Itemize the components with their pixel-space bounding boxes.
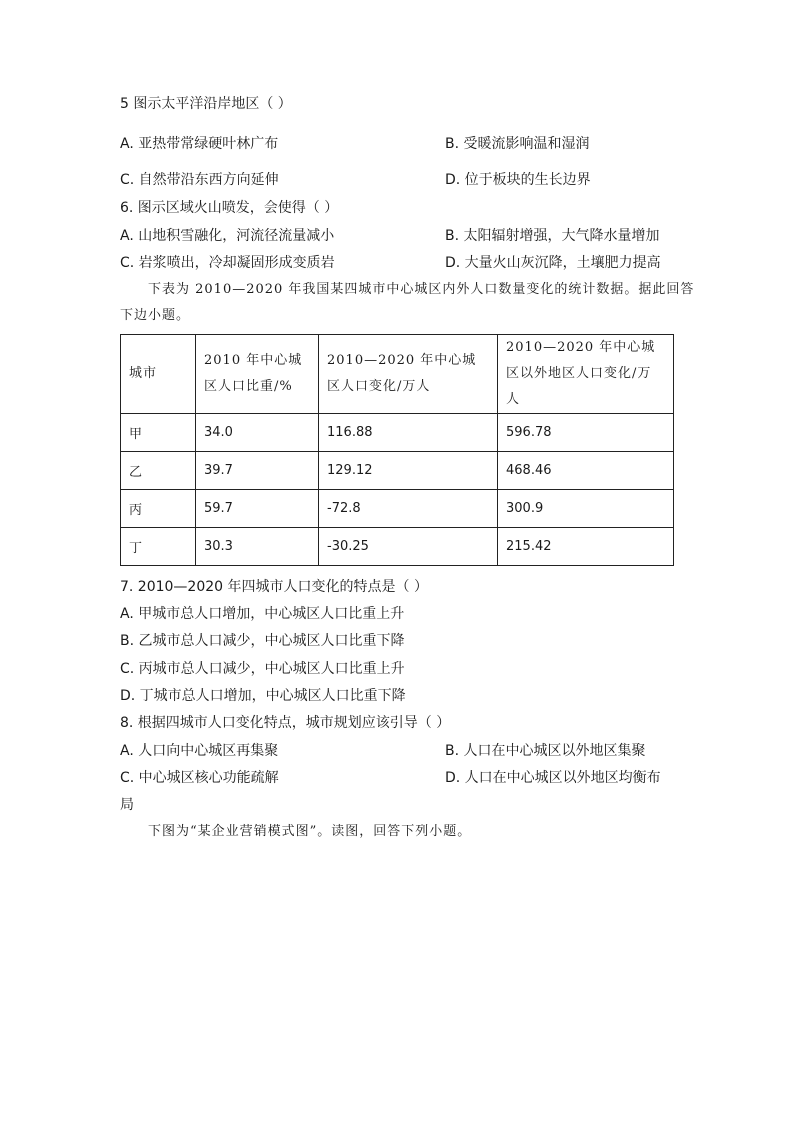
question-7-option-d: D. 丁城市总人口增加，中心城区人口比重下降 — [120, 688, 406, 704]
question-8-option-d: D. 人口在中心城区以外地区均衡布 — [445, 770, 661, 786]
table-cell-outer-change: 215.42 — [498, 528, 674, 566]
table-cell-outer-change: 468.46 — [498, 452, 674, 490]
table-cell-center-change: 116.88 — [319, 414, 498, 452]
question-8-option-a: A. 人口向中心城区再集聚 — [120, 743, 279, 759]
question-5-stem: 5 图示太平洋沿岸地区（ ） — [120, 96, 292, 112]
table-cell-center-change: -30.25 — [319, 528, 498, 566]
question-8-stem: 8. 根据四城市人口变化特点，城市规划应该引导（ ） — [120, 715, 451, 731]
table-cell-city: 甲 — [121, 414, 196, 452]
table-intro-line1: 下表为 2010—2020 年我国某四城市中心城区内外人口数量变化的统计数据。据此回答 — [148, 282, 695, 297]
question-5-option-d: D. 位于板块的生长边界 — [445, 172, 591, 188]
question-8-option-c: C. 中心城区核心功能疏解 — [120, 770, 279, 786]
question-6-option-b: B. 太阳辐射增强，大气降水量增加 — [445, 228, 660, 244]
table-header-outer-change: 2010—2020 年中心城区以外地区人口变化/万人 — [498, 335, 674, 414]
table-cell-city: 乙 — [121, 452, 196, 490]
table-row — [121, 528, 674, 566]
table-header-row — [121, 335, 674, 414]
question-7-option-b: B. 乙城市总人口减少，中心城区人口比重下降 — [120, 633, 405, 649]
table-header-center-change: 2010—2020 年中心城区人口变化/万人 — [319, 335, 498, 414]
question-7-stem: 7. 2010—2020 年四城市人口变化的特点是（ ） — [120, 579, 428, 595]
question-6-stem: 6. 图示区域火山喷发，会使得（ ） — [120, 200, 339, 216]
question-6-option-a: A. 山地积雪融化，河流径流量减小 — [120, 228, 335, 244]
question-5-option-a: A. 亚热带常绿硬叶林广布 — [120, 136, 279, 152]
table-cell-center-change: 129.12 — [319, 452, 498, 490]
question-5-option-c: C. 自然带沿东西方向延伸 — [120, 172, 279, 188]
table-header-city: 城市 — [121, 335, 196, 414]
table-row — [121, 414, 674, 452]
figure-intro: 下图为“某企业营销模式图”。读图，回答下列小题。 — [148, 824, 472, 839]
table-cell-outer-change: 300.9 — [498, 490, 674, 528]
table-intro-line2: 下边小题。 — [120, 308, 191, 323]
table-cell-city: 丙 — [121, 490, 196, 528]
table-row — [121, 452, 674, 490]
question-8-option-b: B. 人口在中心城区以外地区集聚 — [445, 743, 646, 759]
question-6-option-c: C. 岩浆喷出，冷却凝固形成变质岩 — [120, 255, 335, 271]
table-cell-outer-change: 596.78 — [498, 414, 674, 452]
question-5-option-b: B. 受暖流影响温和湿润 — [445, 136, 590, 152]
table-cell-center-change: -72.8 — [319, 490, 498, 528]
table-cell-share: 39.7 — [196, 452, 319, 490]
table-cell-share: 59.7 — [196, 490, 319, 528]
table-header-share: 2010 年中心城区人口比重/% — [196, 335, 319, 414]
question-7-option-c: C. 丙城市总人口减少，中心城区人口比重上升 — [120, 661, 405, 677]
table-row — [121, 490, 674, 528]
question-6-option-d: D. 大量火山灰沉降，土壤肥力提高 — [445, 255, 661, 271]
table-cell-share: 34.0 — [196, 414, 319, 452]
question-7-option-a: A. 甲城市总人口增加，中心城区人口比重上升 — [120, 606, 405, 622]
table-cell-city: 丁 — [121, 528, 196, 566]
question-8-option-d-wrap: 局 — [120, 797, 134, 813]
table-cell-share: 30.3 — [196, 528, 319, 566]
population-table — [120, 334, 674, 566]
